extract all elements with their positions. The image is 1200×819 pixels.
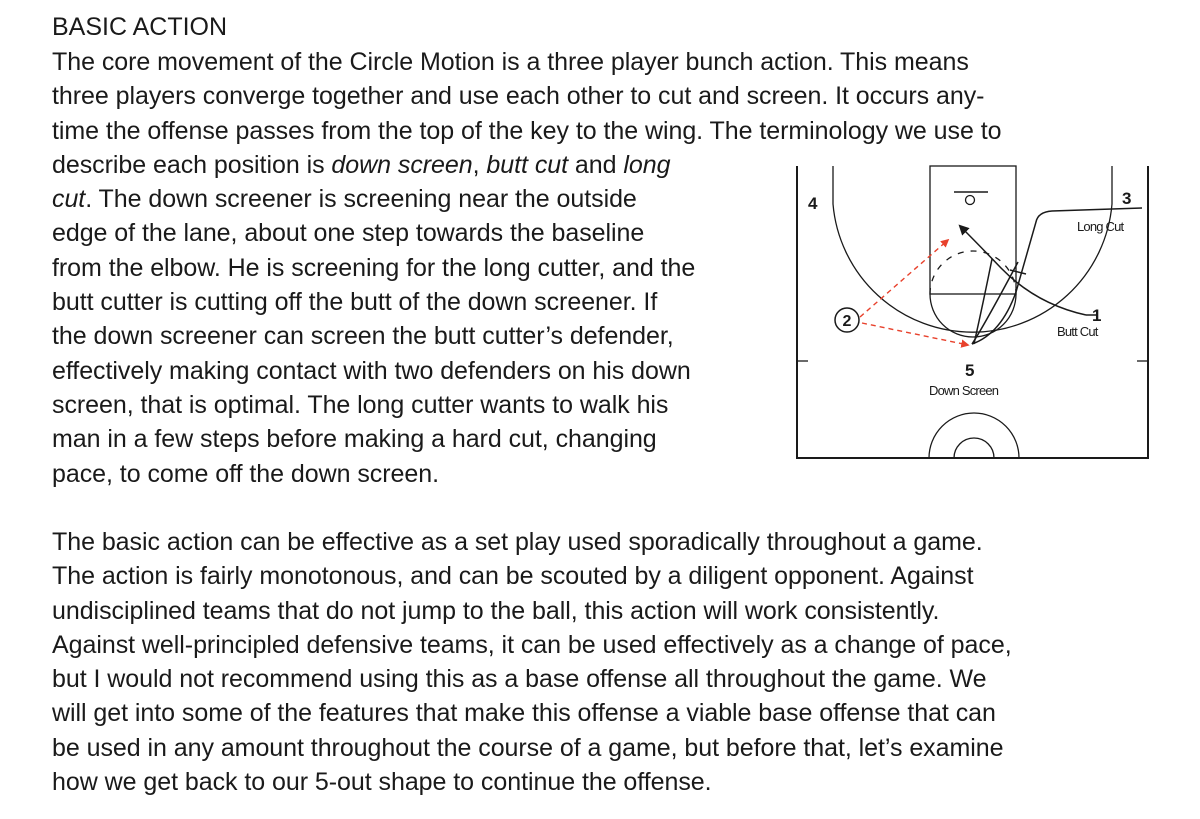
text-run: screen, that is optimal. The long cutter wants to walk his xyxy=(52,390,669,419)
text-run: describe each position is xyxy=(52,150,332,179)
text-run: and xyxy=(568,150,624,179)
butt-cut-label: Butt Cut xyxy=(1057,324,1098,339)
player-5-number: 5 xyxy=(965,361,975,380)
text-run: time the offense passes from the top of the key to the wing. The terminology we use to xyxy=(52,116,1002,145)
free-throw-lane xyxy=(930,166,1016,294)
text-run: , xyxy=(472,150,487,179)
text-line: undisciplined teams that do not jump to the ball, this action will work consistently. xyxy=(52,596,940,625)
butt-cut-path xyxy=(960,226,1086,315)
text-run: from the elbow. He is screening for the long cutter, and the xyxy=(52,253,696,282)
player-2-number: 2 xyxy=(842,313,852,330)
italic-term: down screen xyxy=(331,150,473,179)
three-point-line xyxy=(833,166,1112,332)
free-throw-circle xyxy=(930,294,1016,337)
play-diagram xyxy=(796,164,1150,460)
italic-term: long xyxy=(623,150,671,179)
text-run: effectively making contact with two defenders on his down xyxy=(52,356,691,385)
player-3-number: 3 xyxy=(1122,189,1132,208)
text-line xyxy=(52,457,1001,491)
text-run: man in a few steps before making a hard cut, changing xyxy=(52,425,657,454)
down-screen-label: Down Screen xyxy=(929,383,999,398)
text-run: edge of the lane, about one step towards the baseline xyxy=(52,219,645,248)
text-run: butt cutter is cutting off the butt of the down screener. If xyxy=(52,288,658,317)
text-line xyxy=(52,45,1001,79)
player-1-number: 1 xyxy=(1092,306,1102,325)
text-run: . The down screener is screening near the outside xyxy=(85,185,637,214)
text-line: The action is fairly monotonous, and can be scouted by a diligent opponent. Against xyxy=(52,562,974,591)
italic-term: butt cut xyxy=(486,150,569,179)
player-4-number: 4 xyxy=(808,194,818,213)
text-run: pace, to come off the down screen. xyxy=(52,459,439,488)
paragraph-2 xyxy=(52,525,1012,799)
text-line: Against well-principled defensive teams, it can be used effectively as a change of pace, xyxy=(52,630,1012,659)
free-throw-circle-dashed xyxy=(930,251,1016,294)
text-run: The core movement of the Circle Motion is a three player bunch action. This means xyxy=(52,48,969,76)
pass-arrow-to-long-cut xyxy=(860,240,948,317)
text-line xyxy=(52,79,1001,113)
rim xyxy=(966,196,975,205)
text-line: but I would not recommend using this as a base offense all throughout the game. We xyxy=(52,665,987,694)
text-run: three players converge together and use each other to cut and screen. It occurs any- xyxy=(52,82,985,111)
center-circle-outer xyxy=(929,413,1019,458)
center-circle-inner xyxy=(954,438,994,458)
section-heading: BASIC ACTION xyxy=(52,13,228,41)
long-cut-label: Long Cut xyxy=(1077,219,1124,234)
text-line: The basic action can be effective as a set play used sporadically throughout a game. xyxy=(52,528,983,556)
text-line xyxy=(52,114,1001,148)
text-line: how we get back to our 5-out shape to continue the offense. xyxy=(52,768,712,797)
italic-term: cut xyxy=(52,185,86,214)
pass-arrow-to-down-screen xyxy=(862,323,968,345)
text-line: will get into some of the features that make this offense a viable base offense that can xyxy=(52,699,996,728)
text-line: be used in any amount throughout the course of a game, but before that, let’s examine xyxy=(52,733,1004,762)
text-run: the down screener can screen the butt cutter’s defender, xyxy=(52,322,674,351)
